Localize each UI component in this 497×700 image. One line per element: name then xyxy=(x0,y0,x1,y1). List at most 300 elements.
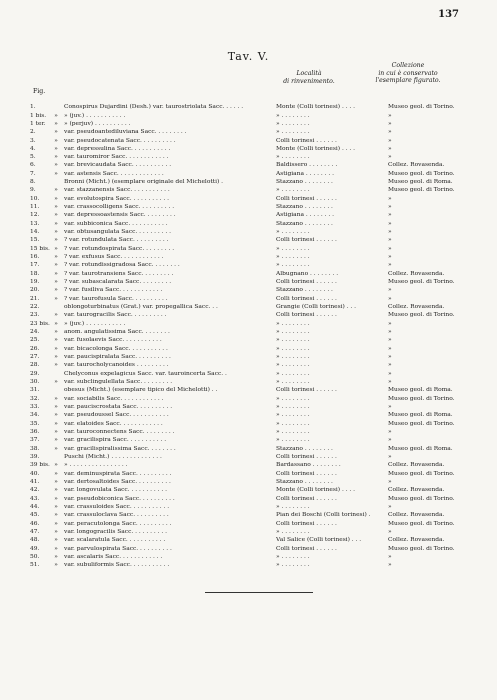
figure-number: 37. xyxy=(30,437,40,444)
ditto-mark xyxy=(48,370,64,378)
figure-number: 43. xyxy=(30,495,40,502)
figure-number: 41. xyxy=(30,478,40,485)
table-row xyxy=(30,295,470,303)
ditto-mark: » xyxy=(54,220,58,227)
collection-cell: Collez. Rovasenda. xyxy=(388,462,445,469)
figure-number: 33. xyxy=(30,404,40,410)
collection-cell: Museo geol. di Torino. xyxy=(388,495,455,502)
collection-cell: » xyxy=(388,112,392,119)
table-row xyxy=(30,520,470,528)
locality-cell: » . . . . . . . . xyxy=(276,420,310,427)
table-row xyxy=(30,386,470,394)
ditto-mark: » xyxy=(54,395,58,402)
ditto-mark: » xyxy=(54,512,58,519)
location-column-header xyxy=(264,70,354,85)
table-row xyxy=(30,278,470,286)
species-description: var. subuliformis Sacc. . . . . . . . . . . xyxy=(64,562,170,569)
collection-cell: » xyxy=(388,370,392,377)
collection-cell: Collez. Rovasenda. xyxy=(388,270,445,277)
ditto-mark: » xyxy=(54,312,58,319)
ditto-mark: » xyxy=(54,162,58,169)
locality-cell: Stazzano . . . . . . . . xyxy=(276,220,333,227)
figure-number: 29. xyxy=(30,370,40,377)
locality-cell: Colli torinesi . . . . . . xyxy=(276,495,337,502)
figure-number: 32. xyxy=(30,395,40,402)
collection-cell: » xyxy=(388,345,392,352)
figure-number: 40. xyxy=(30,470,40,477)
collection-cell: » xyxy=(388,154,392,161)
species-description: var. peracutolonga Sacc. . . . . . . . . . xyxy=(64,520,172,527)
table-row xyxy=(30,453,470,461)
ditto-mark: » xyxy=(54,112,58,119)
table-row xyxy=(30,253,470,261)
species-description: var. astensis Sacc. . . . . . . . . . . . . xyxy=(64,170,164,177)
locality-cell: Colli torinesi . . . . . . xyxy=(276,295,337,302)
locality-cell: Baldissero . . . . . . . . xyxy=(276,162,338,169)
species-description: var. subbiconica Sacc. . . . . . . . . . . xyxy=(64,220,168,227)
page-number: 137 xyxy=(438,9,459,20)
locality-cell: Albugnano . . . . . . . . xyxy=(276,270,339,277)
locality-cell: Astigiana . . . . . . . . xyxy=(276,212,334,219)
ditto-mark: » xyxy=(54,412,58,419)
locality-cell: » . . . . . . . . xyxy=(276,528,310,535)
figure-number: 15. xyxy=(30,237,40,244)
ditto-mark xyxy=(48,453,64,461)
table-row xyxy=(30,137,470,145)
species-description: ? var. rotundissigradosa Sacc. . . . . . . . xyxy=(64,262,180,269)
table-row xyxy=(30,328,470,336)
locality-cell: Colli torinesi . . . . . . xyxy=(276,279,337,286)
species-description: var. fusolaevis Sacc. . . . . . . . . . . xyxy=(64,337,162,344)
ditto-mark: » xyxy=(54,262,58,269)
figure-number: 39. xyxy=(30,453,40,460)
collection-cell: » xyxy=(388,195,392,202)
species-description: Chelyconus expelagicus Sacc. var. tauroincerta Sacc. . xyxy=(64,370,227,377)
collection-column-header xyxy=(362,62,454,85)
species-description: Conospirus Dujardini (Desh.) var. taurostriolata Sacc. . . . . . xyxy=(64,104,244,111)
locality-cell: » . . . . . . . . xyxy=(276,354,310,361)
collection-cell: Collez. Rovasenda. xyxy=(388,487,445,494)
ditto-mark: » xyxy=(54,445,58,452)
species-description: var. depressoastensis Sacc. . . . . . . . . xyxy=(64,212,176,219)
table-row xyxy=(30,112,470,120)
ditto-mark: » xyxy=(54,337,58,344)
table-row xyxy=(30,353,470,361)
locality-cell: » . . . . . . . . xyxy=(276,428,310,435)
figure-table xyxy=(30,103,470,569)
table-row xyxy=(30,178,470,186)
locality-cell: » . . . . . . . . xyxy=(276,362,310,369)
figure-number: 2. xyxy=(30,129,36,136)
species-description: » (juv.) . . . . . . . . . . . xyxy=(64,320,126,327)
locality-cell: » . . . . . . . . xyxy=(276,320,310,327)
locality-cell: Monte (Colli torinesi) . . . . xyxy=(276,104,356,111)
figure-number: 3. xyxy=(30,137,36,144)
table-row xyxy=(30,311,470,319)
ditto-mark: » xyxy=(54,354,58,361)
species-description: var. sociabilis Sacc. . . . . . . . . . . . xyxy=(64,395,164,402)
table-row xyxy=(30,528,470,536)
table-row xyxy=(30,461,470,469)
species-description: var. longogracilis Sacc. . . . . . . . . . xyxy=(64,528,167,535)
locality-cell: Colli torinesi . . . . . . xyxy=(276,387,337,394)
species-description: anom. angulatissima Sacc. . . . . . . . xyxy=(64,329,170,336)
ditto-mark: » xyxy=(54,129,58,136)
collection-cell: » xyxy=(388,562,392,569)
figure-number: 1 ter. xyxy=(30,120,46,127)
collection-cell: » xyxy=(388,453,392,460)
figure-number: 24. xyxy=(30,329,40,336)
figure-number: 30. xyxy=(30,379,40,386)
table-row xyxy=(30,536,470,544)
species-description: » (juv.) . . . . . . . . . . . xyxy=(64,112,126,119)
locality-cell: » . . . . . . . . xyxy=(276,154,310,161)
figure-number: 51. xyxy=(30,562,40,569)
ditto-mark: » xyxy=(54,528,58,535)
ditto-mark: » xyxy=(54,320,58,327)
figure-number: 9. xyxy=(30,187,36,194)
location-header-line: Località xyxy=(296,70,322,77)
locality-cell: Stazzano . . . . . . . . xyxy=(276,287,333,294)
locality-cell: » . . . . . . . . xyxy=(276,404,310,410)
table-row xyxy=(30,378,470,386)
ditto-mark: » xyxy=(54,120,58,127)
collection-cell: Museo geol. di Torino. xyxy=(388,279,455,286)
collection-cell: Museo geol. di Roma. xyxy=(388,445,453,452)
figure-number: 17. xyxy=(30,262,40,269)
collection-cell: Museo geol. di Torino. xyxy=(388,312,455,319)
species-description: var. bicacolonga Sacc. . . . . . . . . . . xyxy=(64,345,168,352)
locality-cell: » . . . . . . . . xyxy=(276,262,310,269)
species-description: var. crassuloides Sacc. . . . . . . . . . . xyxy=(64,503,170,510)
figure-number: 38. xyxy=(30,445,40,452)
locality-cell: » . . . . . . . . xyxy=(276,553,310,560)
table-row xyxy=(30,228,470,236)
locality-cell: » . . . . . . . . xyxy=(276,370,310,377)
species-description: var. scalaratula Sacc. . . . . . . . . . . xyxy=(64,537,166,544)
collection-cell: Museo geol. di Torino. xyxy=(388,187,455,194)
collection-cell: » xyxy=(388,320,392,327)
species-description: var. evolutospira Sacc. . . . . . . . . . . xyxy=(64,195,170,202)
ditto-mark: » xyxy=(54,254,58,261)
locality-cell: » . . . . . . . . xyxy=(276,329,310,336)
ditto-mark: » xyxy=(54,287,58,294)
collection-cell: » xyxy=(388,204,392,211)
figure-number: 6. xyxy=(30,162,36,169)
species-description: ? var. taurofusula Sacc. . . . . . . . . . xyxy=(64,295,168,302)
ditto-mark: » xyxy=(54,137,58,144)
collection-cell: Museo geol. di Torino. xyxy=(388,520,455,527)
collection-cell: Museo geol. di Torino. xyxy=(388,420,455,427)
species-description: var. ascalaris Sacc. . . . . . . . . . . . xyxy=(64,553,163,560)
ditto-mark xyxy=(48,178,64,186)
species-description: ? var. fusiliva Sacc. . . . . . . . . . . . xyxy=(64,287,163,294)
figure-number: 11. xyxy=(30,204,40,211)
ditto-mark: » xyxy=(54,478,58,485)
ditto-mark: » xyxy=(54,245,58,252)
ditto-mark: » xyxy=(54,537,58,544)
table-row xyxy=(30,478,470,486)
locality-cell: » . . . . . . . . xyxy=(276,503,310,510)
locality-cell: Colli torinesi . . . . . . xyxy=(276,545,337,552)
table-row xyxy=(30,503,470,511)
table-row xyxy=(30,245,470,253)
table-row xyxy=(30,103,470,111)
collection-cell: » xyxy=(388,354,392,361)
locality-cell: » . . . . . . . . xyxy=(276,345,310,352)
locality-cell: » . . . . . . . . xyxy=(276,120,310,127)
species-description: var. brevicaudata Sacc. . . . . . . . . . . xyxy=(64,162,172,169)
species-description: var. stazzanensis Sacc. . . . . . . . . . . xyxy=(64,187,170,194)
collection-cell: Collez. Rovasenda. xyxy=(388,512,445,519)
locality-cell: Stazzano . . . . . . . . xyxy=(276,445,333,452)
table-row xyxy=(30,486,470,494)
ditto-mark: » xyxy=(54,187,58,194)
collection-header-line: Collezione xyxy=(391,62,425,69)
species-description: oblongoturbinatus (Grat.) var. propegallica Sacc. . . xyxy=(64,304,218,311)
figure-number: 13. xyxy=(30,220,40,227)
figure-number: 7. xyxy=(30,170,36,177)
ditto-mark: » xyxy=(54,345,58,352)
figure-number: 39 bis. xyxy=(30,462,50,469)
table-row xyxy=(30,511,470,519)
locality-cell: Val Salice (Colli torinesi) . . . xyxy=(276,537,362,544)
figure-number: 49. xyxy=(30,545,40,552)
collection-cell: » xyxy=(388,245,392,252)
locality-cell: Stazzano . . . . . . . . xyxy=(276,179,333,186)
table-row xyxy=(30,553,470,561)
locality-cell: » . . . . . . . . xyxy=(276,379,310,386)
collection-cell: Collez. Rovasenda. xyxy=(388,304,445,311)
figure-number: 34. xyxy=(30,412,40,419)
table-row xyxy=(30,145,470,153)
collection-cell: » xyxy=(388,120,392,127)
species-description: var. gracilispiralissima Sacc. . . . . . . . xyxy=(64,445,176,452)
figure-number: 1 bis. xyxy=(30,112,47,119)
ditto-mark: » xyxy=(54,545,58,552)
collection-cell: Museo geol. di Roma. xyxy=(388,179,453,186)
figure-number: 10. xyxy=(30,195,40,202)
locality-cell: Stazzano . . . . . . . . xyxy=(276,204,333,211)
figure-number: 12. xyxy=(30,212,40,219)
collection-cell: » xyxy=(388,404,392,410)
figure-number: 47. xyxy=(30,528,40,535)
figure-number: 4. xyxy=(30,145,36,152)
locality-cell: » . . . . . . . . xyxy=(276,129,310,136)
species-description: ? var. exfusus Sacc. . . . . . . . . . . . xyxy=(64,254,164,261)
collection-cell: » xyxy=(388,262,392,269)
table-row xyxy=(30,428,470,436)
species-description: var. deminuspirata Sacc. . . . . . . . . . xyxy=(64,470,172,477)
ditto-mark xyxy=(48,303,64,311)
figure-number: 8. xyxy=(30,179,36,186)
collection-header-line: in cui è conservato xyxy=(378,69,438,77)
ditto-mark: » xyxy=(54,204,58,211)
closing-rule xyxy=(205,592,313,593)
figure-number: 26. xyxy=(30,345,40,352)
figure-number: 23 bis. xyxy=(30,320,50,327)
figure-number: 15 bis. xyxy=(30,245,50,252)
collection-cell: » xyxy=(388,478,392,485)
table-row xyxy=(30,161,470,169)
species-description: ? var. taurotransiens Sacc. . . . . . . . . xyxy=(64,270,174,277)
collection-cell: » xyxy=(388,329,392,336)
table-row xyxy=(30,128,470,136)
species-description: var. taurogracilis Sacc. . . . . . . . . . xyxy=(64,312,167,319)
figure-number: 27. xyxy=(30,354,40,361)
collection-cell: » xyxy=(388,237,392,244)
collection-cell: » xyxy=(388,254,392,261)
figure-number: 18. xyxy=(30,270,40,277)
table-row xyxy=(30,303,470,311)
collection-cell: Museo geol. di Roma. xyxy=(388,412,453,419)
collection-cell: » xyxy=(388,553,392,560)
locality-cell: Colli torinesi . . . . . . xyxy=(276,312,337,319)
locality-cell: Monte (Colli torinesi) . . . . xyxy=(276,487,356,494)
table-row xyxy=(30,203,470,211)
table-row xyxy=(30,153,470,161)
table-row xyxy=(30,411,470,419)
ditto-mark: » xyxy=(54,279,58,286)
species-description: var. longovulata Sacc. . . . . . . . . . . xyxy=(64,487,168,494)
ditto-mark: » xyxy=(54,154,58,161)
species-description: var. crassocolligens Sacc. . . . . . . . . . xyxy=(64,204,175,211)
table-row xyxy=(30,120,470,128)
table-row xyxy=(30,420,470,428)
species-description: var. tauroconnectens Sacc. . . . . . . . . xyxy=(64,428,175,435)
location-header-line: di rinvenimento. xyxy=(283,77,335,85)
locality-cell: » . . . . . . . . xyxy=(276,395,310,402)
collection-cell: » xyxy=(388,229,392,236)
figure-number: 28. xyxy=(30,362,40,369)
figure-number: 16. xyxy=(30,254,40,261)
table-row xyxy=(30,195,470,203)
table-row xyxy=(30,236,470,244)
ditto-mark: » xyxy=(54,295,58,302)
locality-cell: Colli torinesi . . . . . . xyxy=(276,520,337,527)
ditto-mark xyxy=(48,386,64,394)
ditto-mark: » xyxy=(54,437,58,444)
collection-cell: Collez. Rovasenda. xyxy=(388,537,445,544)
species-description: var. paucispiralata Sacc. . . . . . . . . . xyxy=(64,354,171,361)
species-description: var. depressulina Sacc. . . . . . . . . . . xyxy=(64,145,171,152)
figure-number: 45. xyxy=(30,512,40,519)
table-row xyxy=(30,370,470,378)
ditto-mark: » xyxy=(54,562,58,569)
locality-cell: » . . . . . . . . xyxy=(276,337,310,344)
ditto-mark: » xyxy=(54,553,58,560)
species-description: var. pseudoussel Sacc. . . . . . . . . . . xyxy=(64,412,169,419)
collection-cell: Museo geol. di Torino. xyxy=(388,470,455,477)
collection-cell: » xyxy=(388,295,392,302)
locality-cell: Stazzano . . . . . . . . xyxy=(276,478,333,485)
ditto-mark: » xyxy=(54,195,58,202)
ditto-mark: » xyxy=(54,495,58,502)
collection-cell: » xyxy=(388,362,392,369)
ditto-mark: » xyxy=(54,404,58,410)
collection-cell: » xyxy=(388,503,392,510)
ditto-mark: » xyxy=(54,470,58,477)
fig-column-header: Fig. xyxy=(33,88,46,95)
table-row xyxy=(30,436,470,444)
figure-number: 42. xyxy=(30,487,40,494)
locality-cell: » . . . . . . . . xyxy=(276,412,310,419)
ditto-mark: » xyxy=(54,170,58,177)
ditto-mark: » xyxy=(54,379,58,386)
figure-number: 23. xyxy=(30,312,40,319)
collection-cell: » xyxy=(388,528,392,535)
locality-cell: Monte (Colli torinesi) . . . . xyxy=(276,145,356,152)
figure-number: 14. xyxy=(30,229,40,236)
locality-cell: » . . . . . . . . xyxy=(276,112,310,119)
species-description: var. pseudocatenata Sacc. . . . . . . . . . xyxy=(64,137,176,144)
locality-cell: Colli torinesi . . . . . . xyxy=(276,237,337,244)
ditto-mark: » xyxy=(54,487,58,494)
species-description: var. obtusangulata Sacc. . . . . . . . . . xyxy=(64,229,171,236)
figure-number: 5. xyxy=(30,154,36,161)
ditto-mark: » xyxy=(54,237,58,244)
ditto-mark: » xyxy=(54,362,58,369)
locality-cell: Colli torinesi . . . . . . xyxy=(276,137,337,144)
locality-cell: » . . . . . . . . xyxy=(276,254,310,261)
ditto-mark: » xyxy=(54,520,58,527)
ditto-mark xyxy=(48,103,64,111)
table-row xyxy=(30,261,470,269)
species-description: » (perjuv) . . . . . . . . . . xyxy=(64,120,131,127)
plate-title: Tav. V. xyxy=(227,50,270,63)
collection-cell: » xyxy=(388,129,392,136)
table-row xyxy=(30,361,470,369)
collection-cell: Museo geol. di Torino. xyxy=(388,395,455,402)
species-description: var. tauromiror Sacc. . . . . . . . . . . . xyxy=(64,154,169,161)
species-description: var. pauciscrostata Sacc. . . . . . . . . . xyxy=(64,404,173,410)
table-row xyxy=(30,445,470,453)
collection-cell: Collez. Rovasenda. xyxy=(388,162,445,169)
species-description: var. elatoides Sacc. . . . . . . . . . . . xyxy=(64,420,163,427)
figure-number: 25. xyxy=(30,337,40,344)
collection-cell: » xyxy=(388,287,392,294)
table-row xyxy=(30,395,470,403)
table-row xyxy=(30,545,470,553)
species-description: ? var. rotundulata Sacc. . . . . . . . . . xyxy=(64,237,169,244)
species-description: var. pseudobiconica Sacc. . . . . . . . . . xyxy=(64,495,175,502)
collection-cell: » xyxy=(388,145,392,152)
collection-cell: Museo geol. di Roma. xyxy=(388,387,453,394)
locality-cell: » . . . . . . . . xyxy=(276,562,310,569)
species-description: obesus (Micht.) (esemplare tipico del Michelotti) . . xyxy=(64,387,218,394)
table-row xyxy=(30,320,470,328)
ditto-mark: » xyxy=(54,229,58,236)
figure-number: 50. xyxy=(30,553,40,560)
table-row xyxy=(30,561,470,569)
table-row xyxy=(30,170,470,178)
figure-number: 31. xyxy=(30,387,40,394)
ditto-mark: » xyxy=(54,462,58,469)
ditto-mark: » xyxy=(54,270,58,277)
species-description: var. dertosaltoides Sacc. . . . . . . . . . xyxy=(64,478,171,485)
species-description: ? var. subascalarata Sacc. . . . . . . . . xyxy=(64,279,172,286)
species-description: var. subclingulellata Sacc. . . . . . . . . xyxy=(64,379,173,386)
locality-cell: Colli torinesi . . . . . . xyxy=(276,453,337,460)
collection-cell: » xyxy=(388,220,392,227)
locality-cell: » . . . . . . . . xyxy=(276,187,310,194)
ditto-mark: » xyxy=(54,212,58,219)
ditto-mark: » xyxy=(54,420,58,427)
collection-cell: » xyxy=(388,137,392,144)
figure-number: 22. xyxy=(30,304,40,311)
locality-cell: » . . . . . . . . xyxy=(276,229,310,236)
locality-cell: Astigiana . . . . . . . . xyxy=(276,170,334,177)
